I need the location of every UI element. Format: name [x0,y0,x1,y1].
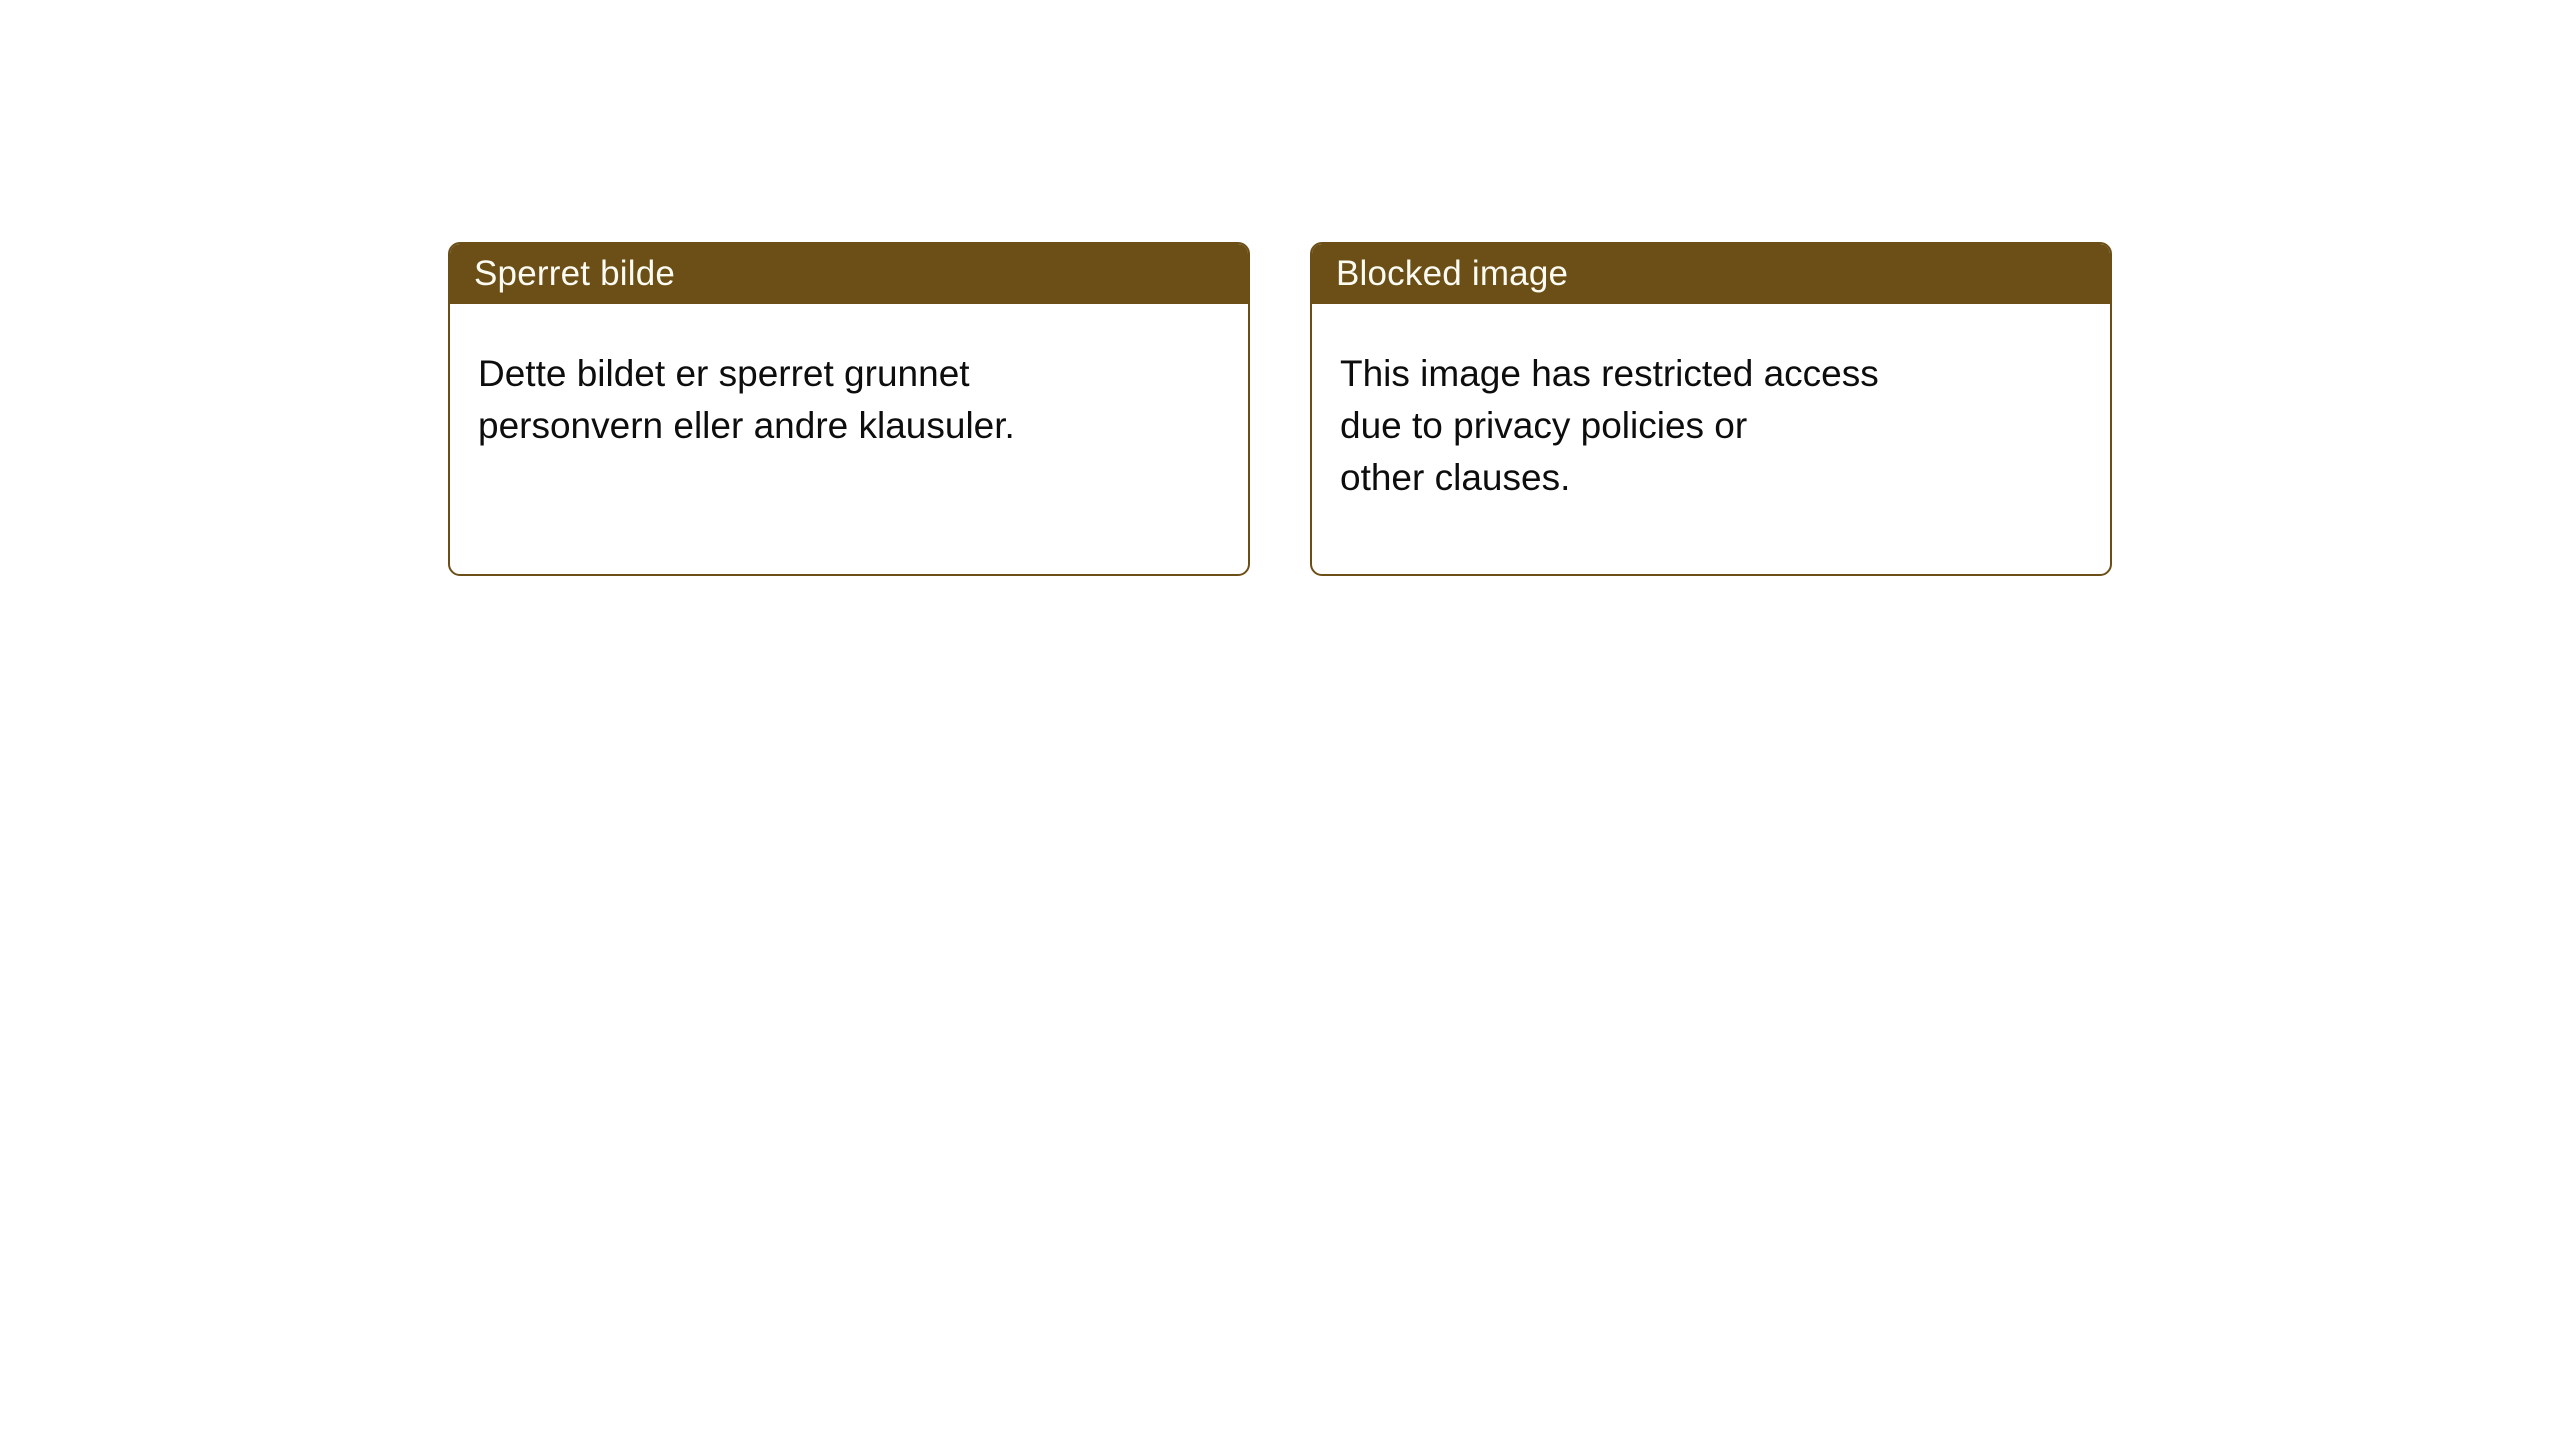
card-body [450,304,1248,452]
card-body-line: other clauses. [1340,457,1571,498]
card-body [1312,304,2110,504]
card-header [450,244,1248,304]
card-body-line: personvern eller andre klausuler. [478,405,1015,446]
card-body-line: due to privacy policies or [1340,405,1748,446]
card-title: Sperret bilde [474,254,676,293]
blocked-image-card-english [1310,242,2112,576]
card-header [1312,244,2110,304]
card-body-line: This image has restricted access [1340,353,1879,394]
card-title: Blocked image [1336,254,1569,293]
blocked-image-card-norwegian [448,242,1250,576]
card-body-line: Dette bildet er sperret grunnet [478,353,970,394]
